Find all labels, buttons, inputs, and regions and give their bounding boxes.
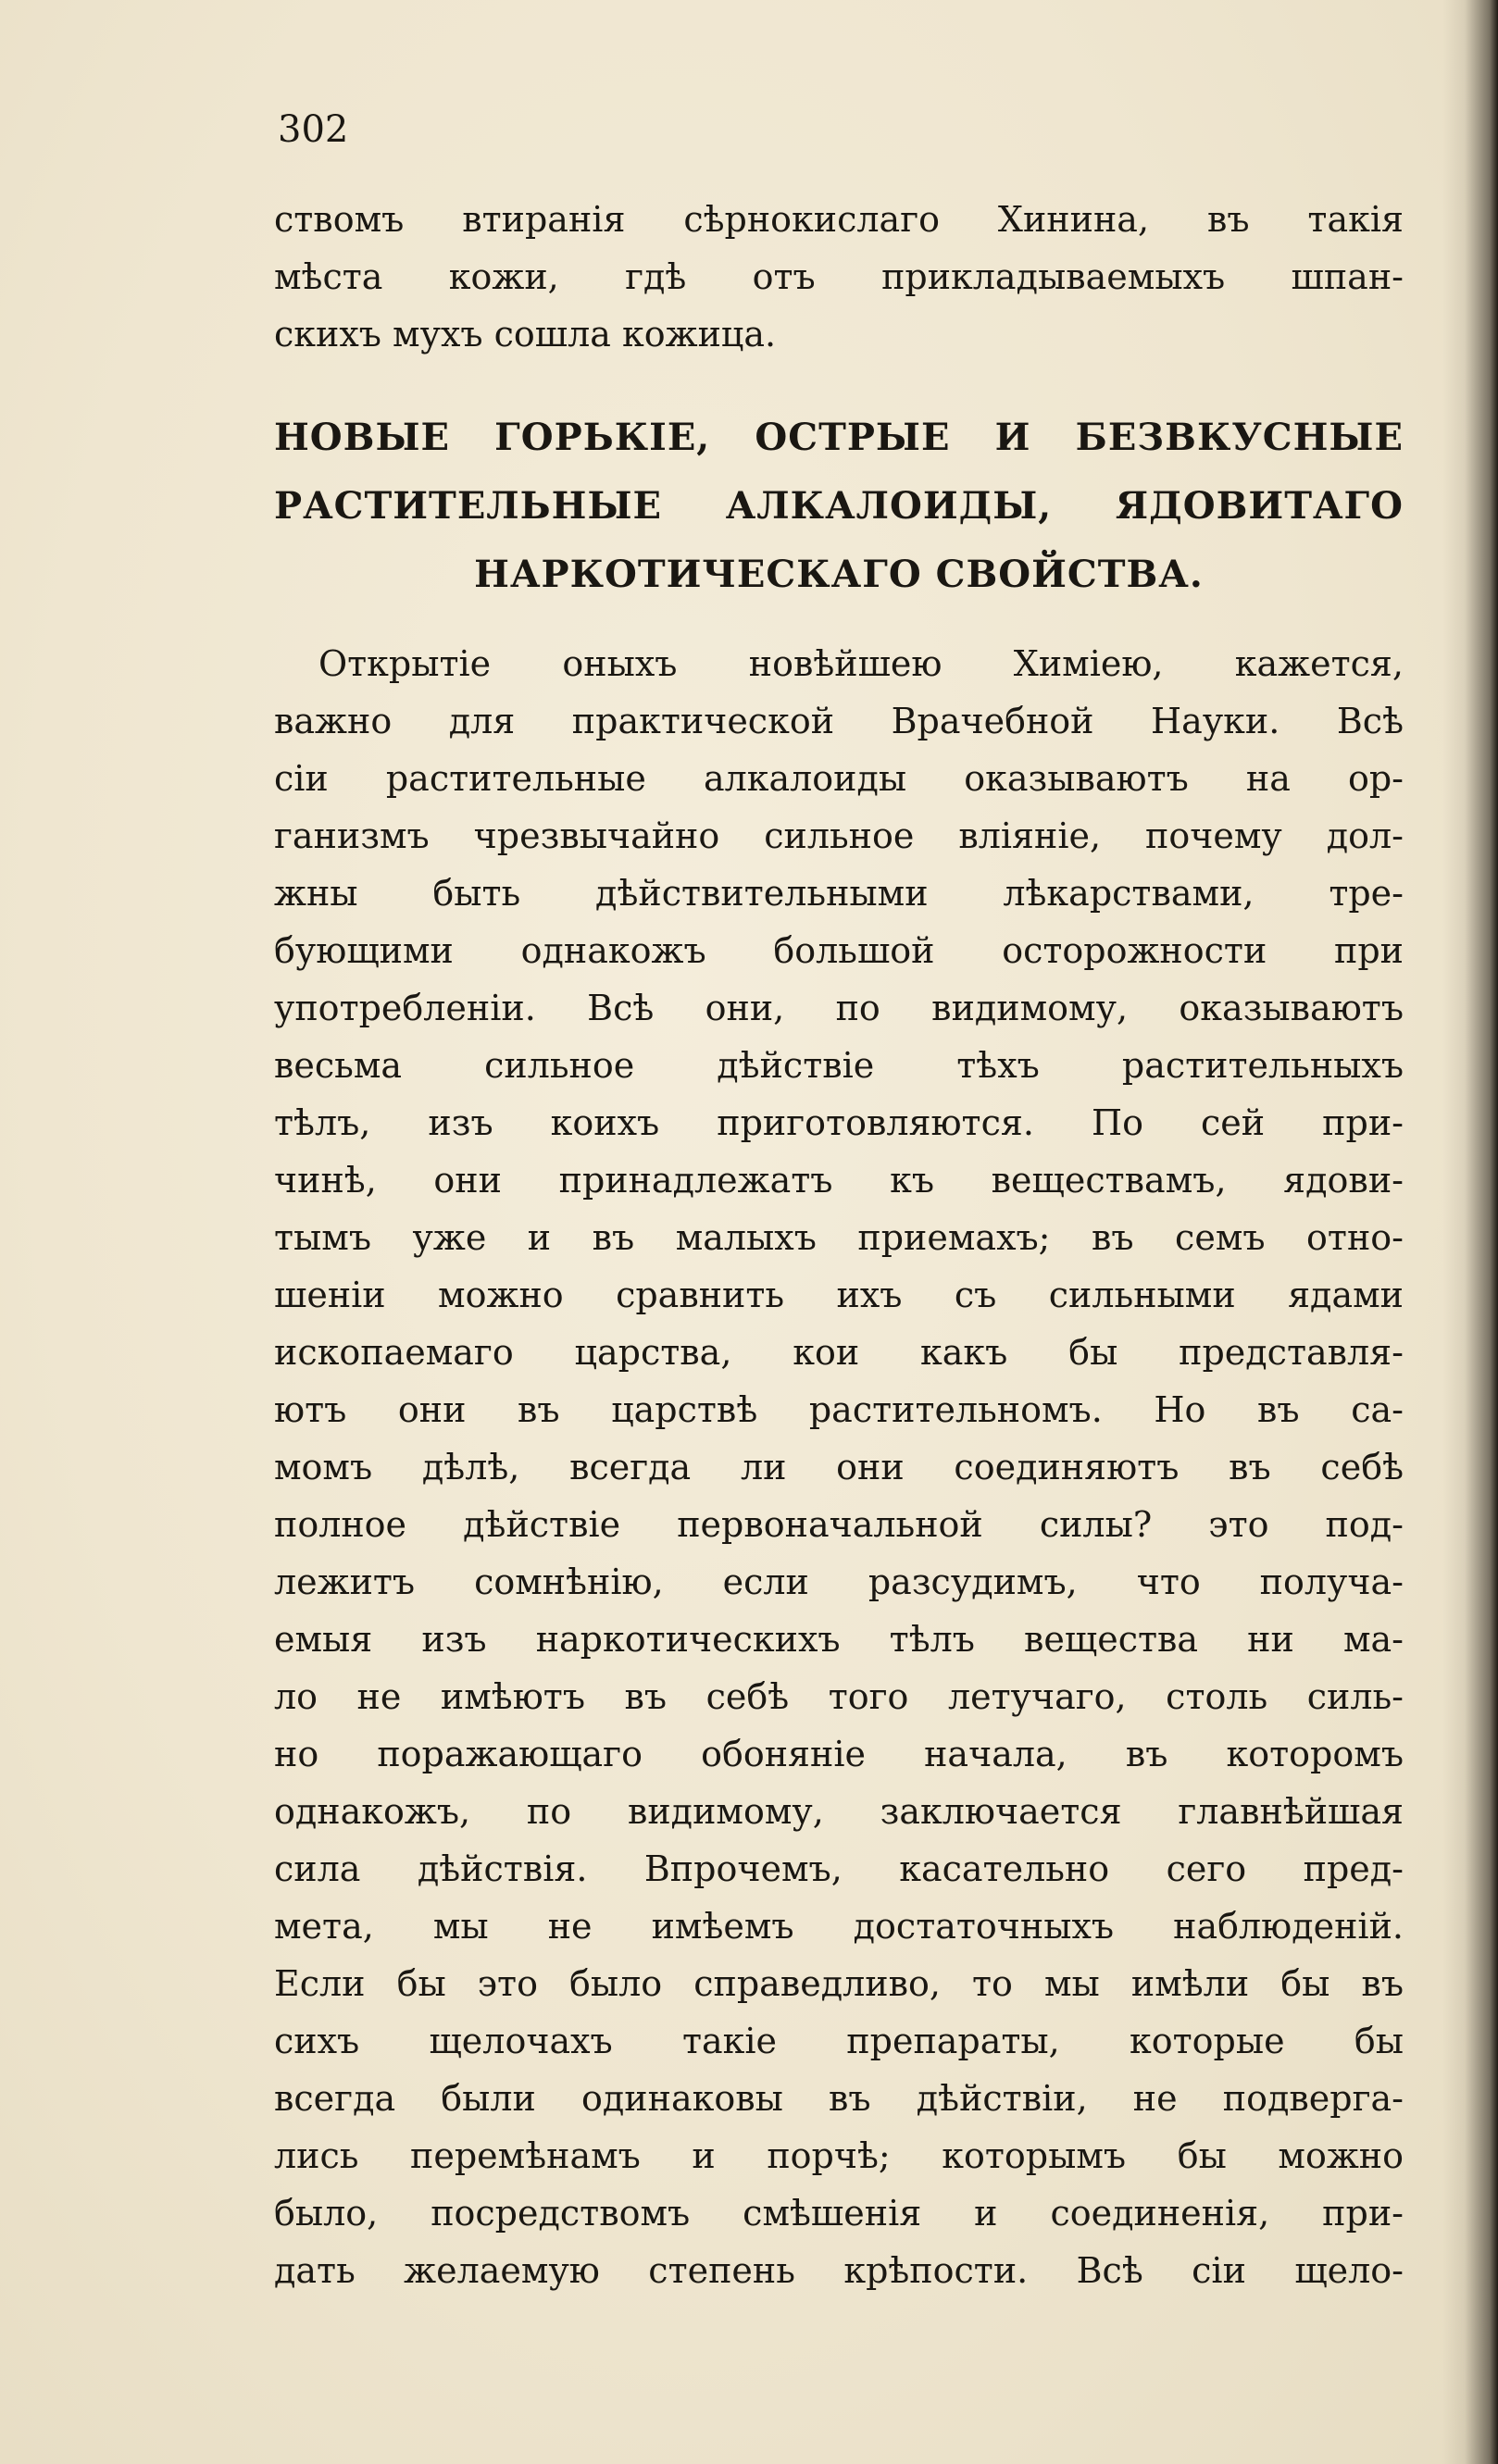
text-line: тѣлъ, изъ коихъ приготовляются. По сей при- [274,1102,1404,1143]
text-line: ствомъ втиранія сѣрнокислаго Хинина, въ такія [274,199,1404,240]
text-line: емыя изъ наркотическихъ тѣлъ вещества ни ма- [274,1619,1404,1660]
text-line: но поражающаго обоняніе начала, въ которомъ [274,1734,1404,1774]
intro-paragraph [274,191,1404,363]
page-number: 302 [278,108,349,151]
text-line: сила дѣйствія. Впрочемъ, касательно сего пред- [274,1848,1404,1889]
text-line: скихъ мухъ сошла кожица. [274,314,777,355]
text-line: сіи растительные алкалоиды оказываютъ на ор- [274,758,1404,799]
text-line: тымъ уже и въ малыхъ приемахъ; въ семъ отно- [274,1217,1404,1258]
text-line: полное дѣйствіе первоначальной силы? это под- [274,1504,1404,1545]
book-spine-shadow [1442,0,1498,2464]
text-line: Открытіе оныхъ новѣйшею Химіею, кажется, [318,643,1404,684]
text-line: было, посредствомъ смѣшенія и соединенія, при- [274,2193,1404,2234]
text-line: момъ дѣлѣ, всегда ли они соединяютъ въ себѣ [274,1447,1404,1487]
text-line: мѣста кожи, гдѣ отъ прикладываемыхъ шпан- [274,256,1404,297]
text-line: ганизмъ чрезвычайно сильное вліяніе, почему дол- [274,815,1404,856]
text-line: шеніи можно сравнить ихъ съ сильными ядами [274,1275,1404,1315]
text-line: Если бы это было справедливо, то мы имѣли бы въ [274,1963,1404,2004]
body-paragraph [274,635,1404,2299]
heading-line: НОВЫЕ ГОРЬКІЕ, ОСТРЫЕ И БЕЗВКУСНЫЕ [274,416,1404,459]
text-line: ло не имѣютъ въ себѣ того летучаго, столь силь- [274,1676,1404,1717]
text-line: дать желаемую степень крѣпости. Всѣ сіи щело- [274,2250,1404,2291]
text-line: чинѣ, они принадлежатъ къ веществамъ, ядови- [274,1160,1404,1201]
text-line: лежитъ сомнѣнію, если разсудимъ, что получа- [274,1562,1404,1602]
heading-line: РАСТИТЕЛЬНЫЕ АЛКАЛОИДЫ, ЯДОВИТАГО [274,484,1404,528]
text-line: употребленіи. Всѣ они, по видимому, оказываютъ [274,988,1404,1028]
text-line: лись перемѣнамъ и порчѣ; которымъ бы можно [274,2135,1404,2176]
text-line: сихъ щелочахъ такіе препараты, которые бы [274,2021,1404,2061]
text-line: ютъ они въ царствѣ растительномъ. Но въ са- [274,1389,1404,1430]
text-line: однакожъ, по видимому, заключается главнѣйшая [274,1791,1404,1832]
text-line: важно для практической Врачебной Науки. Всѣ [274,701,1404,741]
section-heading [274,404,1404,609]
text-line: ископаемаго царства, кои какъ бы представля- [274,1332,1404,1373]
text-line: мета, мы не имѣемъ достаточныхъ наблюденій. [274,1906,1404,1947]
text-line: бующими однакожъ большой осторожности при [274,930,1404,971]
text-line: весьма сильное дѣйствіе тѣхъ растительныхъ [274,1045,1404,1086]
text-line: жны быть дѣйствительными лѣкарствами, тре- [274,873,1404,914]
text-line: всегда были одинаковы въ дѣйствіи, не подверга- [274,2078,1404,2119]
heading-line: НАРКОТИЧЕСКАГО СВОЙСТВА. [474,553,1204,596]
